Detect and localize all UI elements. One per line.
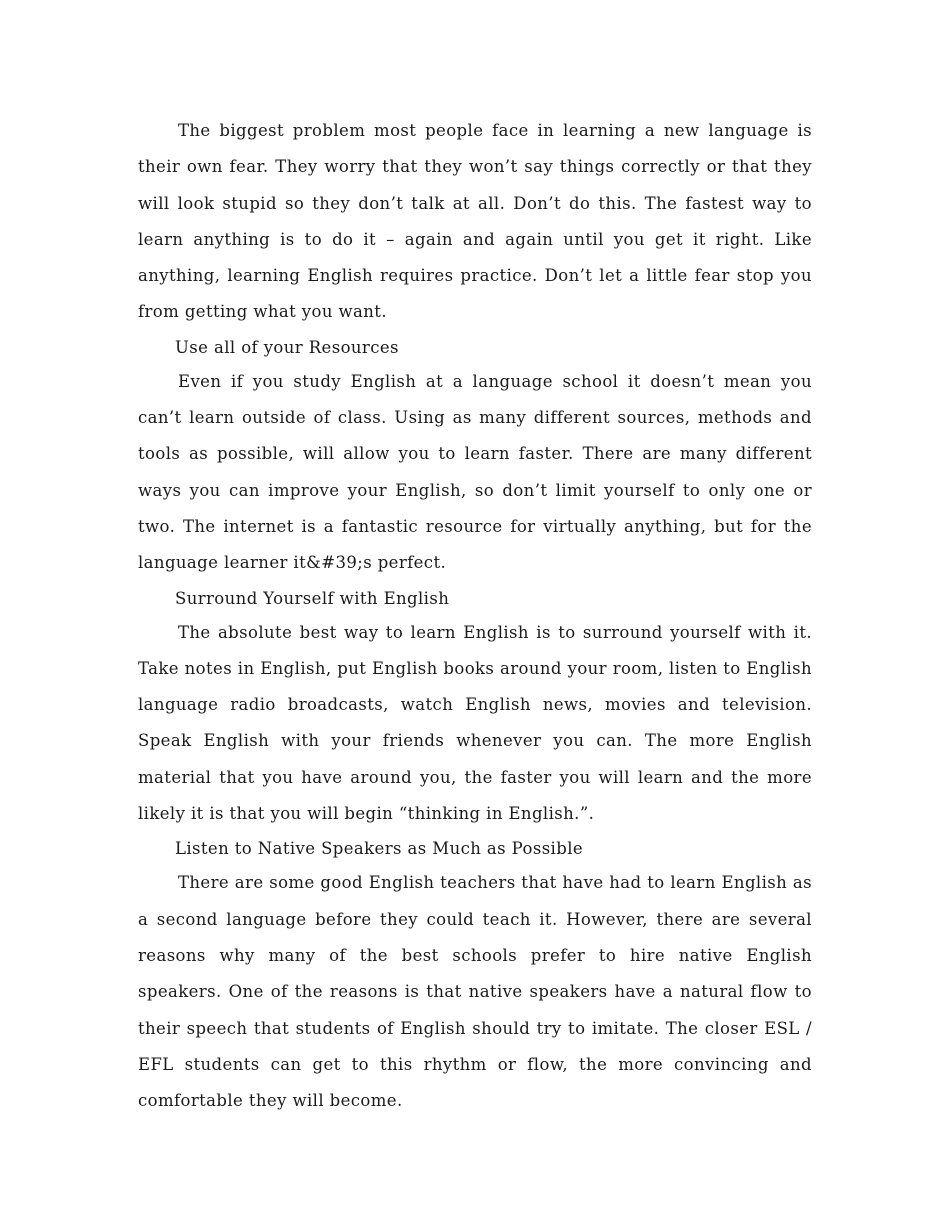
paragraph-fear: The biggest problem most people face in learning a new language is their own fear. They worry that they won’t say things correctly or that they will look stupid so they don’t talk at all. Don’t do this. The fastest way to learn anything is to do it – again and again until you get it right. Like anything, learning English requires practice. Don’t let a little fear stop you from getting what you want. [138, 121, 812, 322]
document-page [138, 113, 812, 1119]
heading-surround: Surround Yourself with English [175, 588, 450, 608]
paragraph-native-speakers: There are some good English teachers that have had to learn English as a second language before they could teach it. However, there are several reasons why many of the best schools prefer to hire native English speakers. One of the reasons is that native speakers have a natural flow to their speech that students of English should try to imitate. The closer ESL / EFL students can get to this rhythm or flow, the more convincing and comfortable they will become. [138, 873, 812, 1111]
heading-native-speakers: Listen to Native Speakers as Much as Possible [175, 839, 584, 859]
heading-resources: Use all of your Resources [175, 337, 399, 357]
paragraph-resources: Even if you study English at a language school it doesn’t mean you can’t learn outside of class. Using as many different sources, methods and tools as possible, will allow you to learn faster. There are many different ways you can improve your English, so don’t limit yourself to only one or two. The internet is a fantastic resource for virtually anything, but for the language learner it&#39;s perfect. [138, 371, 812, 573]
paragraph-surround: The absolute best way to learn English is to surround yourself with it. Take notes in English, put English books around your room, listen to English language radio broadcasts, watch English news, movies and television. Speak English with your friends whenever you can. The more English material that you have around you, the faster you will learn and the more likely it is that you will begin “thinking in English.”. [138, 622, 812, 824]
